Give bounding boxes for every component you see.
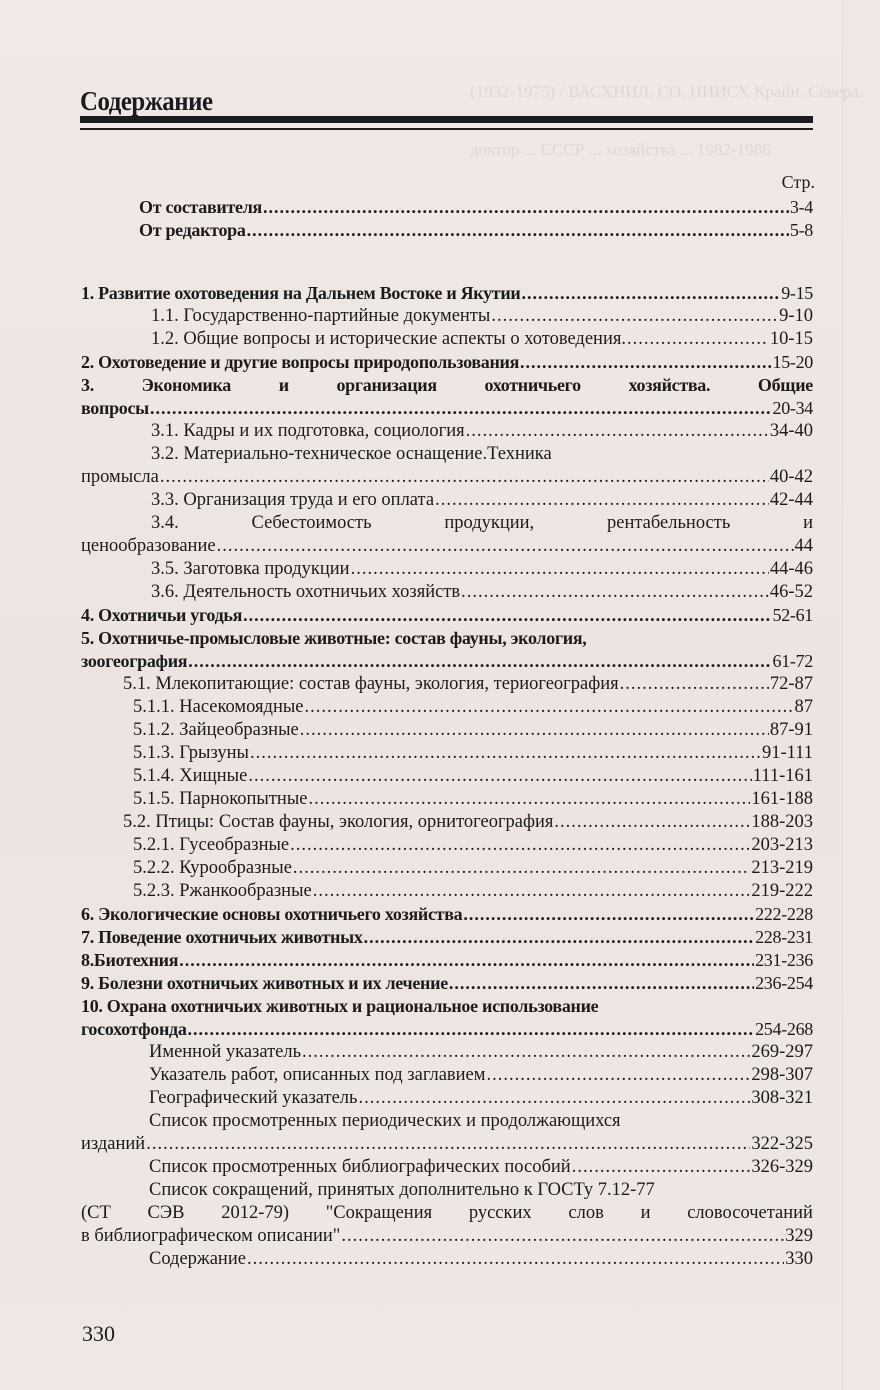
dot-leader [520, 351, 771, 374]
toc-entry[interactable] [81, 949, 813, 972]
dot-leader [300, 719, 769, 742]
toc-entry-label: 3.6. Деятельность охотничьих хозяйств [151, 582, 461, 602]
dot-leader [160, 466, 769, 489]
toc-entry-pages: 9-15 [781, 283, 813, 303]
dot-leader [358, 1087, 750, 1110]
toc-word: 2012-79) [221, 1203, 290, 1223]
toc-entry-pages: 5-8 [789, 220, 813, 240]
toc-entry-pages: 61-72 [772, 651, 813, 671]
toc-entry-label: 5.2. Птицы: Состав фауны, экология, орнитогеография [123, 812, 554, 832]
toc-entry-pages: 236-254 [755, 973, 813, 993]
dot-leader [486, 1064, 750, 1087]
toc-entry-pages: 322-325 [751, 1134, 813, 1154]
toc-entry[interactable] [81, 696, 813, 719]
page-edge [842, 0, 880, 1390]
toc-word: Экономика [141, 375, 231, 395]
dot-leader [247, 219, 789, 242]
toc-word: организация [336, 375, 437, 395]
toc-entry-pages: 308-321 [751, 1088, 813, 1108]
toc-entry[interactable] [81, 466, 813, 489]
toc-entry-pages: 329 [785, 1226, 813, 1246]
toc-entry-label: 5.1.5. Парнокопытные [133, 789, 308, 809]
toc-entry[interactable] [81, 1041, 813, 1064]
toc-entry[interactable] [81, 535, 813, 558]
dot-leader [293, 857, 750, 880]
dot-leader [304, 696, 793, 719]
toc-entry-pages: 326-329 [751, 1157, 813, 1177]
toc-word: и [640, 1203, 651, 1223]
toc-entry-pages: 91-111 [761, 743, 813, 763]
toc-entry-line [81, 995, 813, 1018]
toc-entry-pages: 111-161 [752, 766, 813, 786]
toc-entry-label: 1.1. Государственно-партийные документы [151, 306, 491, 326]
toc-entry-label: 3.1. Кадры и их подготовка, социология [151, 421, 465, 441]
dot-leader [461, 581, 769, 604]
dot-leader [572, 1156, 751, 1179]
toc-entry-label: госохотфонда [81, 1019, 187, 1039]
toc-entry[interactable] [81, 1018, 813, 1041]
toc-entry-label: 3.3. Организация труда и его оплата [151, 490, 435, 510]
toc-entry-label: 5. Охотничье-промысловые животные: состав фауны, экология, [81, 628, 587, 648]
dot-leader [290, 834, 750, 857]
dot-leader [302, 1041, 750, 1064]
toc-entry[interactable] [81, 196, 813, 219]
toc-entry[interactable] [81, 1225, 813, 1248]
toc-entry-label: 1.2. Общие вопросы и исторические аспекты о хотоведения. [151, 329, 626, 349]
toc-entry[interactable] [81, 282, 813, 305]
toc-entry-label: От составителя [139, 197, 262, 217]
toc-entry-pages: 203-213 [751, 835, 813, 855]
toc-entry[interactable] [81, 219, 813, 242]
toc-entry-label: Содержание [149, 1249, 246, 1269]
toc-entry-pages: 9-10 [779, 306, 813, 326]
toc-entry-pages: 231-236 [755, 950, 813, 970]
toc-entry[interactable] [81, 650, 813, 673]
toc-entry-label: Географический указатель [149, 1088, 358, 1108]
title-rule-thick [80, 116, 813, 123]
toc-entry-label: изданий [81, 1134, 146, 1154]
toc-entry-label: 9. Болезни охотничьих животных и их лечение [81, 973, 448, 993]
toc-entry[interactable] [81, 558, 813, 581]
dot-leader [554, 811, 750, 834]
toc-entry[interactable] [81, 351, 813, 374]
toc-entry-label: промысла [81, 467, 159, 487]
toc-entry-pages: 3-4 [789, 197, 813, 217]
toc-entry[interactable] [81, 489, 813, 512]
toc-entry[interactable] [81, 880, 813, 903]
toc-entry-pages: 10-15 [769, 329, 813, 349]
toc-entry[interactable] [81, 742, 813, 765]
toc-entry-label: 5.1.3. Грызуны [133, 743, 249, 763]
page-number: 330 [82, 1321, 115, 1346]
toc-entry-label: 5.1. Млекопитающие: состав фауны, экология, териогеография [123, 674, 619, 694]
toc-entry-line [81, 627, 813, 650]
toc-word: слов [568, 1203, 604, 1223]
toc-entry-label: зоогеография [81, 651, 188, 671]
dot-leader [188, 1018, 755, 1041]
toc-entry-label: 7. Поведение охотничьих животных [81, 927, 363, 947]
toc-word: продукции, [444, 513, 535, 533]
dot-leader [435, 489, 769, 512]
dot-leader [364, 926, 755, 949]
toc-entry-label: Указатель работ, описанных под заглавием [149, 1065, 486, 1085]
toc-entry-line [81, 374, 813, 397]
toc-entry-label: От редактора [139, 220, 246, 240]
toc-entry[interactable] [81, 420, 813, 443]
toc-entry-pages: 188-203 [751, 812, 813, 832]
toc-entry[interactable] [81, 1133, 813, 1156]
dot-leader [351, 558, 769, 581]
toc-word: СЭВ [147, 1203, 185, 1223]
toc-entry-line [81, 1202, 813, 1225]
toc-word: 3. [81, 375, 94, 395]
toc-entry[interactable] [81, 397, 813, 420]
page-title: Содержание [80, 86, 213, 117]
toc-entry[interactable] [81, 765, 813, 788]
toc-entry-pages: 87 [794, 697, 813, 717]
toc-entry-pages: 330 [785, 1249, 813, 1269]
toc-entry[interactable] [81, 1087, 813, 1110]
toc-entry[interactable] [81, 926, 813, 949]
toc-entry-label: 4. Охотничьи угодья [81, 605, 243, 625]
dot-leader [466, 420, 769, 443]
toc-word: 3.4. [151, 513, 179, 533]
dot-leader [146, 1133, 750, 1156]
dot-leader [150, 397, 772, 420]
toc-entry[interactable] [81, 972, 813, 995]
toc-word: рентабельность [606, 513, 731, 533]
toc-word: (СТ [81, 1203, 111, 1223]
toc-entry-line [81, 512, 813, 535]
dot-leader [449, 972, 754, 995]
toc-entry-pages: 44-46 [769, 559, 813, 579]
toc-entry[interactable] [81, 581, 813, 604]
toc-word: Себестоимость [251, 513, 372, 533]
toc-word: охотничьего [484, 375, 581, 395]
toc-entry-line [81, 1110, 813, 1133]
toc-entry-pages: 228-231 [755, 927, 813, 947]
toc-entry-pages: 219-222 [751, 881, 813, 901]
toc-entry-label: 8.Биотехния [81, 950, 179, 970]
dot-leader [243, 604, 771, 627]
toc-entry-pages: 42-44 [769, 490, 813, 510]
dot-leader [188, 650, 771, 673]
dot-leader [179, 949, 754, 972]
toc-entry-pages: 298-307 [751, 1065, 813, 1085]
title-rule-thin [80, 128, 813, 130]
toc-word: словосочетаний [687, 1203, 813, 1223]
toc-word: и [803, 513, 813, 533]
dot-leader [491, 305, 778, 328]
table-of-contents [81, 196, 813, 1271]
toc-entry-label: 3.2. Материально-техническое оснащение.Техника [151, 444, 552, 464]
toc-entry-pages: 46-52 [769, 582, 813, 602]
toc-entry[interactable] [81, 788, 813, 811]
toc-entry-line [81, 443, 813, 466]
toc-entry-pages: 34-40 [769, 421, 813, 441]
toc-entry-label: Список просмотренных библиографических пособий [149, 1157, 571, 1177]
toc-entry[interactable] [81, 673, 813, 696]
dot-leader [341, 1225, 784, 1248]
toc-word: и [278, 375, 289, 395]
toc-entry-pages: 213-219 [751, 858, 813, 878]
toc-entry-label: ценообразование [81, 536, 216, 556]
toc-entry-pages: 40-42 [769, 467, 813, 487]
toc-entry-pages: 269-297 [751, 1042, 813, 1062]
toc-entry-pages: 254-268 [755, 1019, 813, 1039]
toc-entry-line [81, 1179, 813, 1202]
toc-entry-pages: 87-91 [769, 720, 813, 740]
toc-entry[interactable] [81, 719, 813, 742]
dot-leader [217, 535, 794, 558]
toc-word: Общие [757, 375, 813, 395]
toc-entry[interactable] [81, 857, 813, 880]
toc-entry[interactable] [81, 903, 813, 926]
toc-entry-pages: 72-87 [769, 674, 813, 694]
dot-leader [463, 903, 754, 926]
toc-entry-label: 2. Охотоведение и другие вопросы природопользования [81, 352, 520, 372]
toc-entry-label: 5.2.2. Курообразные [133, 858, 292, 878]
toc-word: "Сокращения [325, 1203, 433, 1223]
dot-leader [620, 673, 769, 696]
toc-entry[interactable] [81, 811, 813, 834]
toc-entry-pages: 222-228 [755, 904, 813, 924]
toc-entry-pages: 20-34 [772, 398, 813, 418]
toc-entry[interactable] [81, 305, 813, 328]
toc-entries [81, 282, 813, 1271]
toc-entry[interactable] [81, 604, 813, 627]
toc-entry-pages: 44 [794, 536, 813, 556]
toc-entry[interactable] [81, 1064, 813, 1087]
toc-entry[interactable] [81, 834, 813, 857]
dot-leader [313, 880, 751, 903]
toc-word: русских [468, 1203, 532, 1223]
dot-leader [250, 742, 761, 765]
dot-leader [308, 788, 750, 811]
toc-entry-label: 5.1.2. Зайцеобразные [133, 720, 299, 740]
toc-entry-label: 1. Развитие охотоведения на Дальнем Востоке и Якутии [81, 283, 521, 303]
toc-entry-label: 5.1.4. Хищные [133, 766, 248, 786]
toc-entry-pages: 161-188 [751, 789, 813, 809]
toc-entry-pages: 15-20 [772, 352, 813, 372]
dot-leader [522, 282, 781, 305]
toc-entry-label: Список сокращений, принятых дополнительно к ГОСТу 7.12-77 [149, 1180, 655, 1200]
toc-entry-label: 6. Экологические основы охотничьего хозяйства [81, 904, 463, 924]
toc-entry-label: в библиографическом описании" [81, 1226, 341, 1246]
toc-entry-label: 3.5. Заготовка продукции [151, 559, 350, 579]
toc-word: хозяйства. [628, 375, 711, 395]
toc-entry-label: 5.2.3. Ржанкообразные [133, 881, 312, 901]
toc-entry-label: 5.2.1. Гусеобразные [133, 835, 290, 855]
toc-entry[interactable] [81, 1248, 813, 1271]
toc-entry-label: 10. Охрана охотничьих животных и рациональное использование [81, 996, 599, 1016]
toc-entry-label: Список просмотренных периодических и продолжающихся [149, 1111, 621, 1131]
pages-column-header: Стр. [781, 172, 815, 192]
toc-entry-label: вопросы [81, 398, 149, 418]
dot-leader [263, 196, 789, 219]
toc-entry-label: 5.1.1. Насекомоядные [133, 697, 304, 717]
toc-entry[interactable] [81, 1156, 813, 1179]
toc-entry-label: Именной указатель [149, 1042, 302, 1062]
dot-leader [627, 328, 769, 351]
dot-leader [247, 1248, 784, 1271]
toc-entry[interactable] [81, 328, 813, 351]
toc-entry-pages: 52-61 [772, 605, 813, 625]
dot-leader [248, 765, 751, 788]
